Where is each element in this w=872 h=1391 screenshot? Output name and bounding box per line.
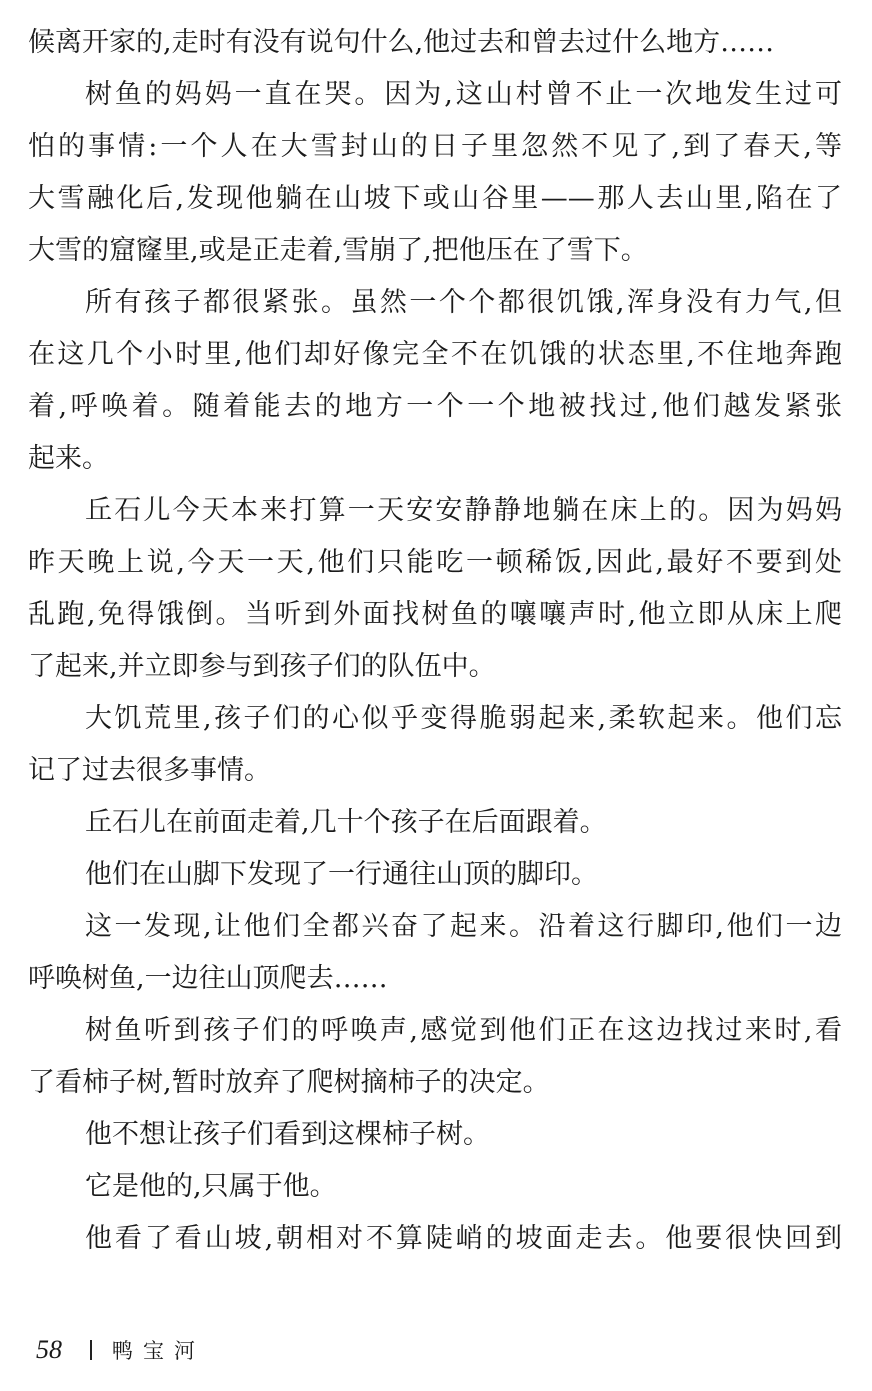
paragraph [28,69,842,277]
text-line: 了起来,并立即参与到孩子们的队伍中。 [28,651,496,682]
paragraph [28,1161,842,1213]
text-line: 丘石儿在前面走着,几十个孩子在后面跟着。 [85,807,607,838]
paragraph [28,901,842,1005]
text-line: 丘石儿今天本来打算一天安安静静地躺在床上的。因为妈妈 [85,495,842,526]
text-line: 大雪融化后,发现他躺在山坡下或山谷里——那人去山里,陷在了 [28,183,842,214]
text-line: 它是他的,只属于他。 [85,1171,337,1202]
text-line: 这一发现,让他们全都兴奋了起来。沿着这行脚印,他们一边 [85,911,842,942]
paragraph [28,849,842,901]
paragraph [28,277,842,485]
text-line: 在这几个小时里,他们却好像完全不在饥饿的状态里,不住地奔跑 [28,339,842,370]
text-line: 树鱼听到孩子们的呼唤声,感觉到他们正在这边找过来时,看 [85,1015,842,1046]
book-title: 鸭宝河 [112,1339,205,1363]
text-line: 怕的事情:一个人在大雪封山的日子里忽然不见了,到了春天,等 [28,131,842,162]
body-text [28,17,842,1265]
text-line: 大饥荒里,孩子们的心似乎变得脆弱起来,柔软起来。他们忘 [85,703,842,734]
text-line: 他看了看山坡,朝相对不算陡峭的坡面走去。他要很快回到 [85,1223,842,1254]
paragraph [28,1005,842,1109]
text-line: 记了过去很多事情。 [28,755,271,786]
text-line: 呼唤树鱼,一边往山顶爬去…… [28,963,388,994]
paragraph [28,693,842,797]
page-footer [36,1330,205,1370]
text-line: 乱跑,免得饿倒。当听到外面找树鱼的嚷嚷声时,他立即从床上爬 [28,599,842,630]
page-number: 58 [36,1335,62,1364]
text-line: 大雪的窟窿里,或是正走着,雪崩了,把他压在了雪下。 [28,235,648,266]
paragraph [28,1213,842,1265]
text-line: 起来。 [28,443,109,474]
footer-divider [90,1340,92,1360]
text-line: 他不想让孩子们看到这棵柿子树。 [85,1119,490,1150]
text-line: 昨天晚上说,今天一天,他们只能吃一顿稀饭,因此,最好不要到处 [28,547,842,578]
text-line: 他们在山脚下发现了一行通往山顶的脚印。 [85,859,598,890]
paragraph [28,797,842,849]
text-line: 了看柿子树,暂时放弃了爬树摘柿子的决定。 [28,1067,550,1098]
paragraph [28,1109,842,1161]
paragraph [28,485,842,693]
paragraph [28,17,842,69]
text-line: 所有孩子都很紧张。虽然一个个都很饥饿,浑身没有力气,但 [85,287,842,318]
text-line: 树鱼的妈妈一直在哭。因为,这山村曾不止一次地发生过可 [85,79,842,110]
text-line: 着,呼唤着。随着能去的地方一个一个地被找过,他们越发紧张 [28,391,842,422]
text-line: 候离开家的,走时有没有说句什么,他过去和曾去过什么地方…… [28,27,775,58]
